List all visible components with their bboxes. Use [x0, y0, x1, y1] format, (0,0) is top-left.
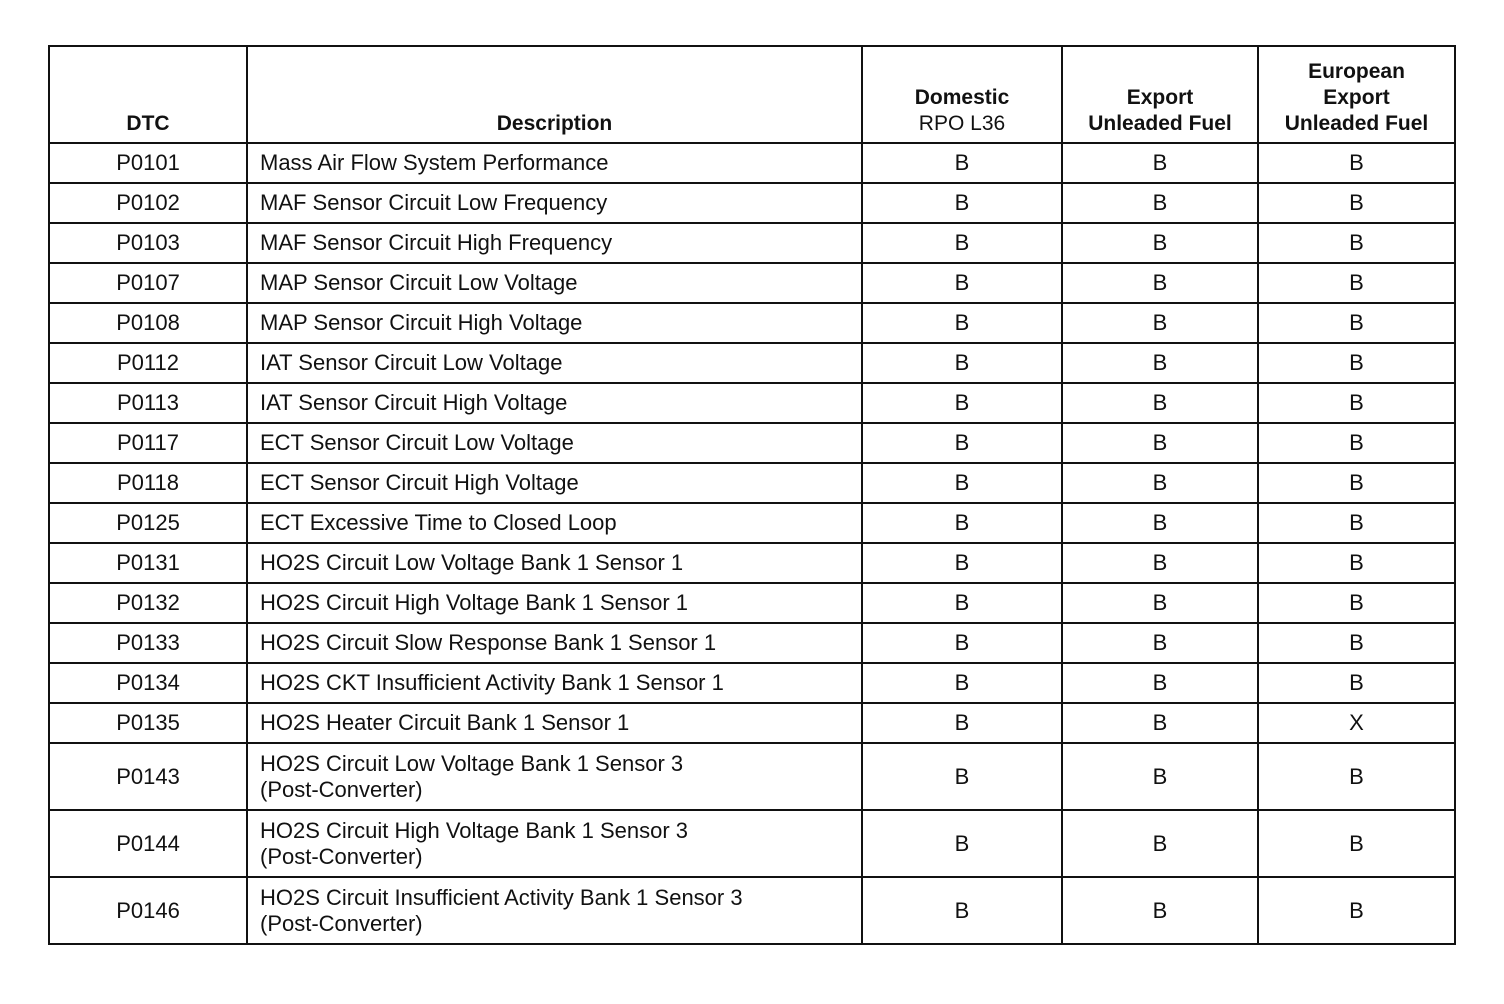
description-line: (Post-Converter) [260, 776, 423, 802]
export-value-cell: B [1062, 583, 1258, 623]
export-value-cell: B [1062, 223, 1258, 263]
export-value-cell: B [1062, 663, 1258, 703]
table-row [49, 263, 1455, 303]
table-row [49, 743, 1455, 810]
european-value-cell: B [1258, 463, 1455, 503]
european-value-cell: B [1258, 383, 1455, 423]
export-value-cell: B [1062, 623, 1258, 663]
export-value-cell: B [1062, 303, 1258, 343]
dtc-code-cell: P0107 [49, 263, 247, 303]
description-cell [247, 223, 862, 263]
header-domestic-line1: Domestic [914, 86, 1010, 109]
domestic-value-cell: B [862, 303, 1062, 343]
domestic-value-cell: B [862, 383, 1062, 423]
description-cell [247, 743, 862, 810]
description-line: HO2S Heater Circuit Bank 1 Sensor 1 [260, 710, 630, 735]
dtc-code-cell: P0144 [49, 810, 247, 877]
header-domestic-line2: RPO L36 [918, 112, 1006, 135]
description-line: HO2S CKT Insufficient Activity Bank 1 Sensor 1 [260, 670, 724, 695]
export-value-cell: B [1062, 263, 1258, 303]
description-line: IAT Sensor Circuit High Voltage [260, 390, 568, 415]
header-export-line1: Export [1126, 86, 1194, 109]
table-row [49, 223, 1455, 263]
table-row [49, 423, 1455, 463]
header-european-line2: Export [1323, 86, 1390, 109]
description-cell [247, 623, 862, 663]
description-cell [247, 463, 862, 503]
description-line: HO2S Circuit Low Voltage Bank 1 Sensor 1 [260, 550, 684, 575]
table-row [49, 623, 1455, 663]
european-value-cell: B [1258, 423, 1455, 463]
table-row [49, 877, 1455, 944]
domestic-value-cell: B [862, 583, 1062, 623]
table-row [49, 543, 1455, 583]
description-cell [247, 303, 862, 343]
table-row [49, 143, 1455, 183]
dtc-code-cell: P0103 [49, 223, 247, 263]
description-cell [247, 183, 862, 223]
description-cell [247, 810, 862, 877]
dtc-code-cell: P0143 [49, 743, 247, 810]
european-value-cell: B [1258, 877, 1455, 944]
export-value-cell: B [1062, 810, 1258, 877]
description-cell [247, 503, 862, 543]
header-dtc: DTC [49, 46, 247, 143]
export-value-cell: B [1062, 383, 1258, 423]
description-line: HO2S Circuit High Voltage Bank 1 Sensor 3 [260, 817, 689, 843]
domestic-value-cell: B [862, 743, 1062, 810]
description-line: (Post-Converter) [260, 843, 423, 869]
dtc-code-cell: P0135 [49, 703, 247, 743]
domestic-value-cell: B [862, 143, 1062, 183]
dtc-code-cell: P0112 [49, 343, 247, 383]
description-cell [247, 543, 862, 583]
export-value-cell: B [1062, 183, 1258, 223]
export-value-cell: B [1062, 463, 1258, 503]
domestic-value-cell: B [862, 810, 1062, 877]
european-value-cell: B [1258, 583, 1455, 623]
european-value-cell: B [1258, 543, 1455, 583]
table-row [49, 463, 1455, 503]
dtc-code-cell: P0133 [49, 623, 247, 663]
european-value-cell: B [1258, 343, 1455, 383]
european-value-cell: B [1258, 143, 1455, 183]
export-value-cell: B [1062, 503, 1258, 543]
description-line: ECT Sensor Circuit High Voltage [260, 470, 579, 495]
description-line: IAT Sensor Circuit Low Voltage [260, 350, 563, 375]
domestic-value-cell: B [862, 663, 1062, 703]
dtc-code-cell: P0113 [49, 383, 247, 423]
european-value-cell: B [1258, 810, 1455, 877]
european-value-cell: B [1258, 743, 1455, 810]
table-row [49, 383, 1455, 423]
dtc-code-cell: P0118 [49, 463, 247, 503]
table-body [49, 143, 1455, 944]
description-line: ECT Excessive Time to Closed Loop [260, 510, 617, 535]
european-value-cell: B [1258, 303, 1455, 343]
description-cell [247, 423, 862, 463]
table-row [49, 303, 1455, 343]
table-row [49, 503, 1455, 543]
description-line: ECT Sensor Circuit Low Voltage [260, 430, 574, 455]
domestic-value-cell: B [862, 263, 1062, 303]
description-line: Mass Air Flow System Performance [260, 150, 609, 175]
export-value-cell: B [1062, 143, 1258, 183]
european-value-cell: B [1258, 263, 1455, 303]
export-value-cell: B [1062, 423, 1258, 463]
description-cell [247, 343, 862, 383]
description-line: HO2S Circuit Low Voltage Bank 1 Sensor 3 [260, 750, 684, 776]
dtc-code-cell: P0134 [49, 663, 247, 703]
european-value-cell: B [1258, 183, 1455, 223]
description-cell [247, 877, 862, 944]
export-value-cell: B [1062, 877, 1258, 944]
header-european-line3: Unleaded Fuel [1284, 112, 1429, 135]
header-domestic [862, 46, 1062, 143]
table-header-row [49, 46, 1455, 143]
european-value-cell: B [1258, 503, 1455, 543]
european-value-cell: B [1258, 223, 1455, 263]
table-row [49, 343, 1455, 383]
description-line: HO2S Circuit Slow Response Bank 1 Sensor 1 [260, 630, 717, 655]
dtc-code-cell: P0102 [49, 183, 247, 223]
description-cell [247, 583, 862, 623]
domestic-value-cell: B [862, 543, 1062, 583]
header-description: Description [247, 46, 862, 143]
dtc-code-cell: P0131 [49, 543, 247, 583]
export-value-cell: B [1062, 743, 1258, 810]
description-cell [247, 663, 862, 703]
dtc-table [48, 45, 1456, 945]
description-line: HO2S Circuit High Voltage Bank 1 Sensor 1 [260, 590, 689, 615]
export-value-cell: B [1062, 343, 1258, 383]
description-line: MAF Sensor Circuit Low Frequency [260, 190, 608, 215]
domestic-value-cell: B [862, 703, 1062, 743]
dtc-code-cell: P0146 [49, 877, 247, 944]
dtc-code-cell: P0101 [49, 143, 247, 183]
domestic-value-cell: B [862, 183, 1062, 223]
dtc-code-cell: P0108 [49, 303, 247, 343]
description-cell [247, 383, 862, 423]
header-european [1258, 46, 1455, 143]
european-value-cell: X [1258, 703, 1455, 743]
table-row [49, 183, 1455, 223]
description-line: (Post-Converter) [260, 910, 423, 936]
header-export-line2: Unleaded Fuel [1088, 112, 1232, 135]
description-line: HO2S Circuit Insufficient Activity Bank 1 Sensor 3 [260, 884, 743, 910]
dtc-code-cell: P0117 [49, 423, 247, 463]
domestic-value-cell: B [862, 463, 1062, 503]
export-value-cell: B [1062, 543, 1258, 583]
european-value-cell: B [1258, 623, 1455, 663]
header-european-line1: European [1308, 60, 1405, 83]
european-value-cell: B [1258, 663, 1455, 703]
dtc-code-cell: P0132 [49, 583, 247, 623]
description-line: MAP Sensor Circuit High Voltage [260, 310, 583, 335]
domestic-value-cell: B [862, 343, 1062, 383]
table-row [49, 810, 1455, 877]
description-line: MAF Sensor Circuit High Frequency [260, 230, 613, 255]
domestic-value-cell: B [862, 423, 1062, 463]
header-export [1062, 46, 1258, 143]
table-row [49, 583, 1455, 623]
table-row [49, 663, 1455, 703]
description-cell [247, 703, 862, 743]
domestic-value-cell: B [862, 877, 1062, 944]
table-row [49, 703, 1455, 743]
description-cell [247, 263, 862, 303]
description-cell [247, 143, 862, 183]
domestic-value-cell: B [862, 223, 1062, 263]
domestic-value-cell: B [862, 503, 1062, 543]
dtc-code-cell: P0125 [49, 503, 247, 543]
domestic-value-cell: B [862, 623, 1062, 663]
export-value-cell: B [1062, 703, 1258, 743]
description-line: MAP Sensor Circuit Low Voltage [260, 270, 578, 295]
